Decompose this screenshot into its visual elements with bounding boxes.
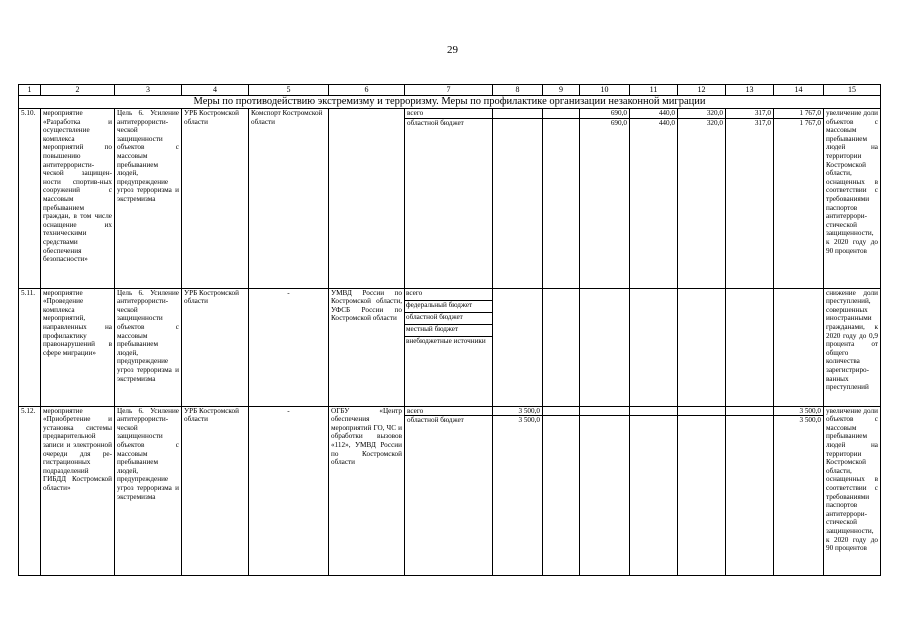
funding-source: всего [405, 109, 493, 119]
expected-result: увеличение доли объектов с массовым пребыванием людей на территории Костромской области, оснащенных в соответствии с требованиями паспортов антитеррори-стической защищенности, к 2020 году до 90 процентов [824, 406, 881, 576]
amount-cell [580, 406, 630, 416]
column-header: 8 [493, 85, 543, 96]
amount-cell [678, 406, 726, 416]
amount-cell: 320,0 [678, 109, 726, 119]
responsible-executor: УРБ Костромской области [182, 406, 249, 576]
amount-cell [493, 109, 543, 119]
page-number: 29 [447, 44, 458, 56]
expected-result: увеличение доли объектов с массовым пребыванием людей на территории Костромской области, оснащенных в соответствии с требованиями паспортов антитеррори-стической защищенности, к 2020 году до 90 процентов [824, 109, 881, 289]
amount-cell [678, 288, 726, 406]
amount-cell [543, 416, 580, 576]
amount-cell [630, 288, 678, 406]
co-executor: - [249, 288, 329, 406]
participant: ОГБУ «Центр обеспечения мероприятий ГО, ЧС и обработки вызовов «112», УМВД России по Костромской области [329, 406, 405, 576]
amount-cell [580, 416, 630, 576]
measure-name: мероприятие «Разработка и осуществление комплекса мероприятий по повышению антитеррористи-ческой защищен-ности спортив-ных сооружений с массовым пребыванием граждан, в том числе оснащение их техническими средствами обеспечения безопасности» [41, 109, 115, 289]
amount-cell: 317,0 [726, 118, 774, 288]
amount-cell: 690,0 [580, 118, 630, 288]
column-header: 14 [774, 85, 824, 96]
measure-name: мероприятие «Проведение комплекса мероприятий, направленных на профилактику правонарушений в сфере миграции» [41, 288, 115, 406]
column-header: 3 [115, 85, 182, 96]
amount-cell: 1 767,0 [774, 118, 824, 288]
participant: УМВД России по Костромской области, УФСБ России по Костромской области [329, 288, 405, 406]
funding-source: местный бюджет [405, 324, 492, 336]
table-row [19, 288, 881, 406]
column-header: 5 [249, 85, 329, 96]
expected-result: снижение доли преступлений, совершенных иностранными гражданами, к 2020 году до 0,9 процента от общего количества зарегистриро-ванных преступлений [824, 288, 881, 406]
amount-cell [726, 406, 774, 416]
responsible-executor: УРБ Костромской области [182, 288, 249, 406]
co-executor: - [249, 406, 329, 576]
column-number-row [19, 85, 881, 96]
row-number: 5.10. [19, 109, 41, 289]
amount-cell: 317,0 [726, 109, 774, 119]
column-header: 13 [726, 85, 774, 96]
funding-source: всего [405, 289, 492, 301]
amount-cell [493, 118, 543, 288]
amount-cell: 320,0 [678, 118, 726, 288]
amount-cell: 440,0 [630, 118, 678, 288]
amount-cell [543, 109, 580, 119]
participant [329, 109, 405, 289]
amount-cell: 3 500,0 [493, 416, 543, 576]
amount-cell [726, 416, 774, 576]
amount-cell [678, 416, 726, 576]
co-executor: Комспорт Костромской области [249, 109, 329, 289]
amount-cell: 3 500,0 [493, 406, 543, 416]
section-title-row [19, 96, 881, 109]
program-measures-table [18, 84, 881, 576]
column-header: 4 [182, 85, 249, 96]
amount-cell [543, 118, 580, 288]
column-header: 15 [824, 85, 881, 96]
amount-cell [580, 288, 630, 406]
amount-cell: 1 767,0 [774, 109, 824, 119]
column-header: 7 [405, 85, 493, 96]
amount-cell [543, 288, 580, 406]
funding-sources-cell [405, 288, 493, 406]
amount-cell [630, 406, 678, 416]
amount-cell [493, 288, 543, 406]
funding-sources-list [405, 289, 492, 348]
table-row [19, 406, 881, 416]
column-header: 2 [41, 85, 115, 96]
measure-goal: Цель 6. Усиление антитеррористи-ческой защищенности объектов с массовым пребыванием людей, предупреждение угроз терроризма и экстремизма [115, 288, 182, 406]
amount-cell [630, 416, 678, 576]
row-number: 5.11. [19, 288, 41, 406]
amount-cell [774, 288, 824, 406]
amount-cell [726, 288, 774, 406]
amount-cell: 3 500,0 [774, 406, 824, 416]
measure-goal: Цель 6. Усиление антитеррористи-ческой защищенности объектов с массовым пребыванием людей, предупреждение угроз терроризма и экстремизма [115, 406, 182, 576]
column-header: 1 [19, 85, 41, 96]
row-number: 5.12. [19, 406, 41, 576]
measure-goal: Цель 6. Усиление антитеррористи-ческой защищенности объектов с массовым пребыванием людей, предупреждение угроз терроризма и экстремизма [115, 109, 182, 289]
funding-source: внебюджетные источники [406, 336, 486, 345]
amount-cell: 690,0 [580, 109, 630, 119]
funding-source: всего [405, 406, 493, 416]
column-header: 12 [678, 85, 726, 96]
column-header: 6 [329, 85, 405, 96]
funding-source: областной бюджет [405, 118, 493, 288]
measure-name: мероприятие «Приобретение и установка системы предварительной записи и электронной очереди для ре-гистрационных подразделений ГИБДД Костромской области» [41, 406, 115, 576]
section-title: Меры по противодействию экстремизму и терроризму. Меры по профилактике организации незаконной миграции [19, 96, 881, 109]
amount-cell [543, 406, 580, 416]
column-header: 9 [543, 85, 580, 96]
responsible-executor: УРБ Костромской области [182, 109, 249, 289]
funding-source: областной бюджет [405, 312, 492, 324]
amount-cell: 3 500,0 [774, 416, 824, 576]
funding-source: областной бюджет [405, 416, 493, 576]
funding-source: федеральный бюджет [405, 300, 492, 312]
amount-cell: 440,0 [630, 109, 678, 119]
table-row [19, 109, 881, 119]
column-header: 11 [630, 85, 678, 96]
column-header: 10 [580, 85, 630, 96]
